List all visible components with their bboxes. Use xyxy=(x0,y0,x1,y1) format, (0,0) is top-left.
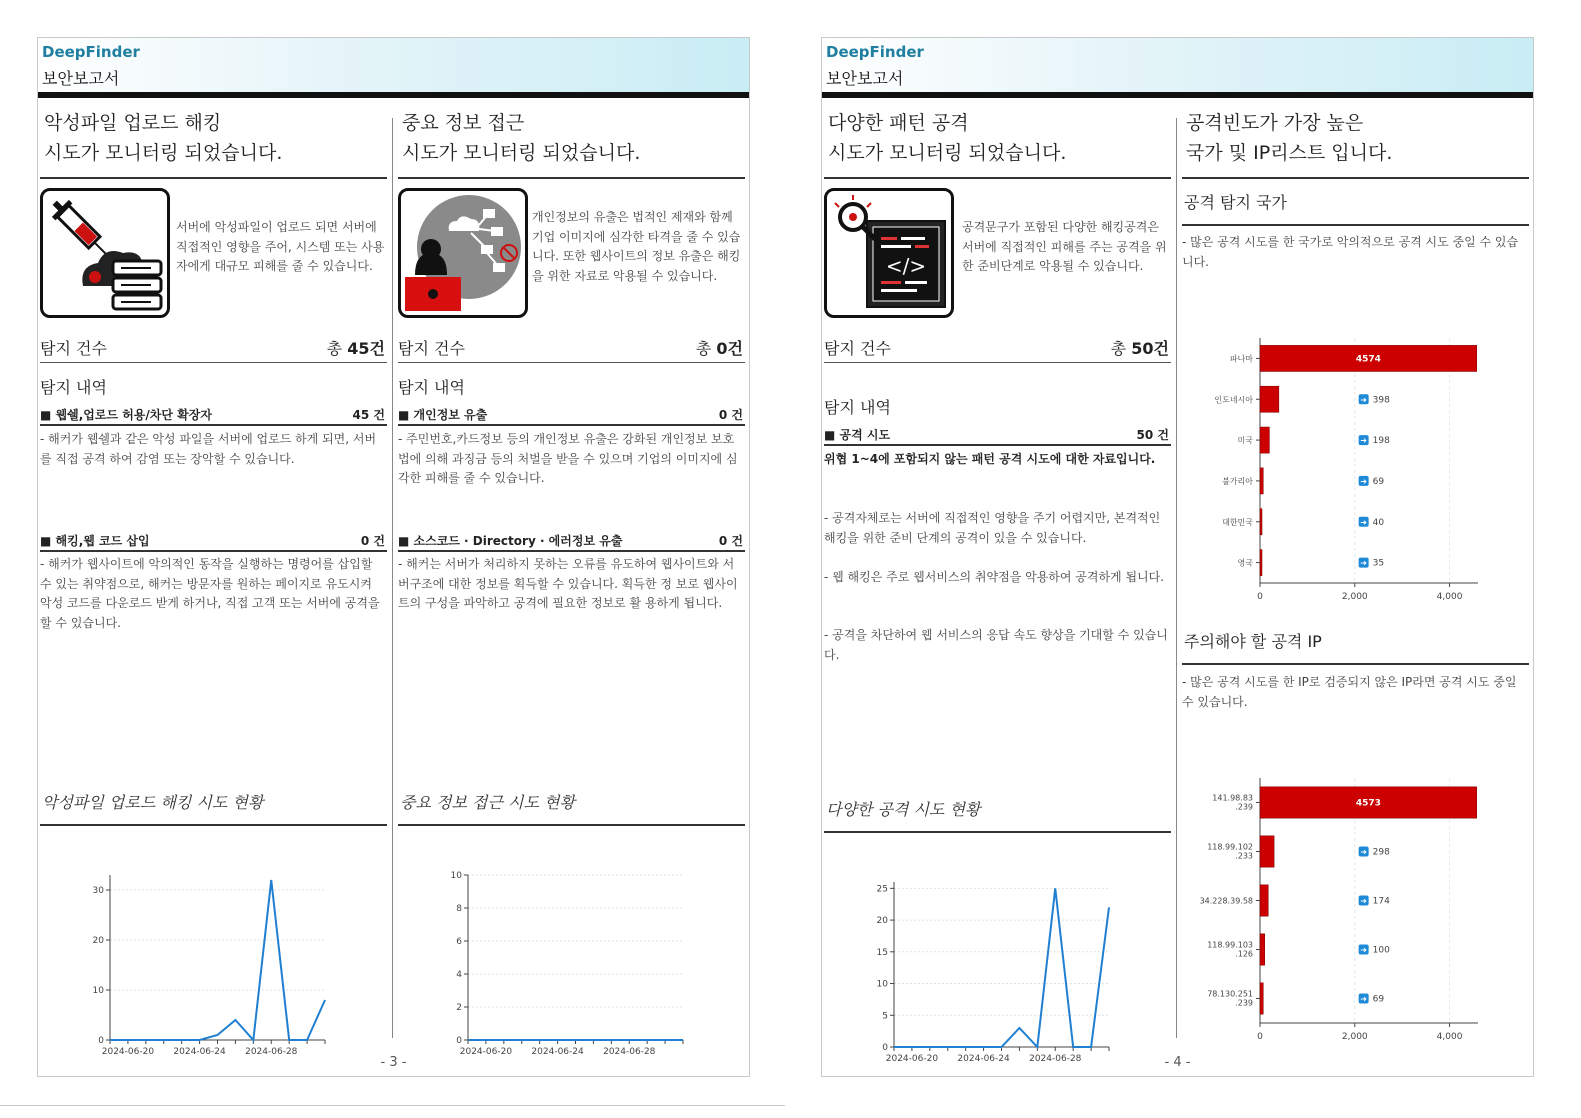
title-divider xyxy=(1182,177,1529,179)
y-tick-label: 8 xyxy=(456,904,462,914)
ip-bar-chart xyxy=(1182,768,1529,1068)
section-title-line2: 국가 및 IP리스트 입니다. xyxy=(1186,142,1393,164)
y-tick-label: 4 xyxy=(456,970,462,980)
x-tick-label: 2,000 xyxy=(1341,592,1368,602)
detect-count-number: 45건 xyxy=(347,339,385,358)
data-label: 4574 xyxy=(1355,354,1381,365)
item-divider xyxy=(40,550,387,552)
item-body: - 주민번호,카드정보 등의 개인정보 유출은 강화된 개인정보 보호법에 의해 과징금 등의 처벌을 받을 수 있으며 기업의 이미지에 심각한 피해를 줄 수 있습니다. xyxy=(398,432,738,485)
brand-name: DeepFinder xyxy=(826,43,924,61)
category-label xyxy=(1207,941,1253,959)
pattern-line-chart xyxy=(824,867,1171,1067)
item-count: 50 건 xyxy=(1136,428,1169,442)
data-label: 69 xyxy=(1372,476,1385,487)
chart-title: 다양한 공격 시도 현황 xyxy=(826,800,981,819)
y-tick-label: 6 xyxy=(456,937,462,947)
item-header xyxy=(40,406,387,423)
category-label xyxy=(1214,394,1253,404)
arrow-glyph: ➜ xyxy=(1360,517,1367,527)
paragraph: - 공격자체로는 서버에 직접적인 영향을 주기 어렵지만, 본격적인 해킹을 위한 준비 단계의 공격이 있을 수 있습니다. xyxy=(824,511,1161,545)
data-label: 35 xyxy=(1372,558,1385,569)
row-divider xyxy=(398,362,745,363)
x-tick-label: 2024-06-24 xyxy=(173,1047,226,1057)
column-separator xyxy=(392,118,393,1038)
chart-title: 중요 정보 접근 시도 현황 xyxy=(400,793,575,812)
history-label: 탐지 내역 xyxy=(40,378,107,397)
y-tick-label: 30 xyxy=(92,886,104,896)
x-tick-label: 2024-06-28 xyxy=(245,1047,298,1057)
section-title xyxy=(402,108,640,168)
category-label xyxy=(1207,990,1253,1008)
category-label xyxy=(1200,897,1253,906)
detect-count-label: 탐지 건수 xyxy=(824,339,891,358)
section-title xyxy=(1186,108,1392,168)
detect-count-value xyxy=(696,336,743,359)
item-count: 0 건 xyxy=(360,534,385,548)
title-divider xyxy=(824,177,1171,179)
ip-description: - 많은 공격 시도를 한 IP로 검증되지 않은 IP라면 공격 시도 중일 수 있습니다. xyxy=(1182,675,1517,709)
header-divider xyxy=(822,92,1533,98)
y-tick-label: 2 xyxy=(456,1003,462,1013)
upload-line-chart xyxy=(40,860,387,1060)
item-name: ■ 개인정보 유출 xyxy=(398,408,488,422)
detect-count-label: 탐지 건수 xyxy=(40,339,107,358)
category-label-line: 영국 xyxy=(1237,558,1253,568)
category-label xyxy=(1207,843,1253,861)
ip-title: 주의해야 할 공격 IP xyxy=(1184,632,1322,651)
arrow-glyph: ➜ xyxy=(1360,395,1367,405)
bar xyxy=(1260,427,1269,453)
category-label xyxy=(1222,517,1253,527)
history-label: 탐지 내역 xyxy=(824,398,891,417)
x-tick-label: 4,000 xyxy=(1436,1032,1463,1042)
history-label: 탐지 내역 xyxy=(398,378,465,397)
category-label-line: 34.228.39.58 xyxy=(1199,896,1253,906)
x-tick-label: 0 xyxy=(1257,592,1263,602)
section-divider xyxy=(1182,224,1529,226)
detect-count-prefix: 총 xyxy=(695,339,712,358)
x-tick-label: 2024-06-24 xyxy=(957,1054,1010,1064)
category-label-line: 대한민국 xyxy=(1222,517,1253,527)
item-count: 0 건 xyxy=(718,408,743,422)
category-label-line: 118.99.103 xyxy=(1207,940,1253,950)
code-symbol: </> xyxy=(885,254,927,278)
detect-count-number: 0건 xyxy=(716,339,743,358)
section-description: 공격문구가 포함된 다양한 해킹공격은 서버에 직접적인 피해를 주는 공격을 위한 준비단계로 악용될 수 있습니다. xyxy=(962,220,1167,273)
item-header xyxy=(40,532,387,549)
bold-note: 위협 1~4에 포함되지 않는 패턴 공격 시도에 대한 자료입니다. xyxy=(824,452,1156,466)
data-label: 398 xyxy=(1372,395,1390,406)
item-body: - 해커는 서버가 처리하지 못하는 오류를 유도하여 웹사이트와 서버구조에 대한 정보를 획득할 수 있습니다. 획득한 정 보로 웹사이트의 구성을 파악하고 공격에 필요한 정보로 활 용하게 됩니다. xyxy=(398,557,738,610)
data-label: 69 xyxy=(1372,994,1385,1005)
data-label: 198 xyxy=(1372,436,1390,447)
arrow-glyph: ➜ xyxy=(1360,994,1367,1004)
report-page-3 xyxy=(37,37,750,1077)
x-tick-label: 2024-06-20 xyxy=(459,1047,513,1057)
item-name: ■ 웹쉘,업로드 허용/차단 확장자 xyxy=(40,408,212,422)
title-divider xyxy=(40,177,387,179)
category-label-line: 미국 xyxy=(1237,436,1253,446)
bar xyxy=(1260,836,1274,867)
section-title-line2: 시도가 모니터링 되었습니다. xyxy=(402,142,641,164)
page-number: - 3 - xyxy=(380,1055,407,1070)
bar xyxy=(1260,509,1262,535)
y-tick-label: 20 xyxy=(876,916,888,927)
page-number: - 4 - xyxy=(1164,1055,1191,1070)
item-header xyxy=(398,532,745,549)
item-divider xyxy=(398,550,745,552)
category-label xyxy=(1238,558,1254,568)
info-access-line-chart xyxy=(398,860,745,1060)
chart-divider xyxy=(824,831,1171,833)
data-label: 298 xyxy=(1372,847,1390,858)
item-header xyxy=(824,426,1171,443)
bar xyxy=(1260,983,1263,1014)
section-title xyxy=(44,108,282,168)
brand-name: DeepFinder xyxy=(42,43,140,61)
page-bottom-rule xyxy=(0,1105,785,1106)
arrow-glyph: ➜ xyxy=(1360,896,1367,906)
category-label xyxy=(1230,353,1253,363)
y-tick-label: 25 xyxy=(876,884,888,895)
category-label xyxy=(1212,794,1253,812)
category-label-line: 불가리아 xyxy=(1222,476,1253,486)
header-divider xyxy=(38,92,749,98)
country-description: - 많은 공격 시도를 한 국가로 악의적으로 공격 시도 중일 수 있습니다. xyxy=(1182,235,1519,269)
detect-count-prefix: 총 xyxy=(326,339,343,358)
arrow-glyph: ➜ xyxy=(1360,847,1367,857)
category-label-line: 파나마 xyxy=(1229,354,1253,364)
detect-count-number: 50건 xyxy=(1131,339,1169,358)
title-divider xyxy=(398,177,745,179)
item-count: 45 건 xyxy=(352,408,385,422)
data-label: 100 xyxy=(1372,945,1390,956)
section-title-line1: 중요 정보 접근 xyxy=(402,112,525,134)
arrow-glyph: ➜ xyxy=(1360,558,1367,568)
x-tick-label: 0 xyxy=(1257,1032,1263,1042)
y-tick-label: 10 xyxy=(92,986,104,996)
x-tick-label: 2024-06-20 xyxy=(885,1054,939,1064)
report-subtitle: 보안보고서 xyxy=(42,69,120,88)
arrow-glyph: ➜ xyxy=(1360,476,1367,486)
category-label-line: .233 xyxy=(1235,851,1253,861)
chart-divider xyxy=(40,824,387,826)
report-page-4 xyxy=(821,37,1534,1077)
row-divider xyxy=(824,362,1171,363)
item-body: - 해커가 웹쉘과 같은 악성 파일을 서버에 업로드 하게 되면, 서버를 직접 공격 하여 감염 또는 장악할 수 있습니다. xyxy=(40,432,377,466)
y-tick-label: 0 xyxy=(882,1043,888,1053)
category-label-line: .126 xyxy=(1235,949,1253,959)
category-label xyxy=(1238,435,1254,445)
item-divider xyxy=(824,444,1171,446)
section-divider xyxy=(1182,663,1529,665)
item-divider xyxy=(40,424,387,426)
chart-title: 악성파일 업로드 해킹 시도 현황 xyxy=(42,793,264,812)
column-separator xyxy=(1176,118,1177,1038)
section-description: 서버에 악성파일이 업로드 되면 서버에 직접적인 영향을 주어, 시스템 또는 사용자에게 대규모 피해를 줄 수 있습니다. xyxy=(176,220,385,273)
section-title-line1: 악성파일 업로드 해킹 xyxy=(44,112,222,134)
item-count: 0 건 xyxy=(718,534,743,548)
detect-count-value xyxy=(1111,336,1169,359)
y-tick-label: 10 xyxy=(450,871,462,881)
series-line xyxy=(110,880,325,1040)
hacker-laptop-network-icon xyxy=(398,188,528,318)
data-label: 174 xyxy=(1372,896,1390,907)
bar xyxy=(1260,934,1265,965)
arrow-glyph: ➜ xyxy=(1360,945,1367,955)
item-header xyxy=(398,406,745,423)
section-title-line2: 시도가 모니터링 되었습니다. xyxy=(44,142,283,164)
item-divider xyxy=(398,424,745,426)
paragraph: - 웹 해킹은 주로 웹서비스의 취약점을 악용하여 공격하게 됩니다. xyxy=(824,570,1165,584)
category-label-line: 인도네시아 xyxy=(1214,395,1253,405)
y-tick-label: 5 xyxy=(882,1011,888,1022)
paragraph: - 공격을 차단하여 웹 서비스의 응답 속도 향상을 기대할 수 있습니다. xyxy=(824,628,1168,662)
page-header xyxy=(822,38,1533,96)
category-label-line: .239 xyxy=(1235,998,1253,1008)
y-tick-label: 0 xyxy=(98,1036,104,1046)
y-tick-label: 10 xyxy=(876,979,888,990)
category-label-line: 118.99.102 xyxy=(1207,842,1253,852)
detect-count-value xyxy=(327,336,385,359)
category-label-line: 78.130.251 xyxy=(1207,989,1253,999)
category-label-line: .239 xyxy=(1235,802,1253,812)
bar xyxy=(1260,550,1262,576)
category-label-line: 141.98.83 xyxy=(1212,793,1253,803)
detect-count-prefix: 총 xyxy=(1110,339,1127,358)
bar xyxy=(1260,885,1268,916)
section-title-line2: 시도가 모니터링 되었습니다. xyxy=(828,142,1067,164)
section-title xyxy=(828,108,1066,168)
data-label: 40 xyxy=(1372,517,1385,528)
section-description: 개인정보의 유출은 법적인 제재와 함께 기업 이미지에 심각한 타격을 줄 수 있습니다. 또한 웹사이트의 정보 유출은 해킹을 위한 자료로 악용될 수 있습니다. xyxy=(532,210,741,283)
series-line xyxy=(894,888,1109,1047)
country-bar-chart xyxy=(1182,328,1529,628)
page-header xyxy=(38,38,749,96)
report-subtitle: 보안보고서 xyxy=(826,69,904,88)
x-tick-label: 2024-06-28 xyxy=(1029,1054,1082,1064)
item-name: ■ 해킹,웹 코드 삽입 xyxy=(40,534,150,548)
x-tick-label: 2024-06-24 xyxy=(531,1047,584,1057)
row-divider xyxy=(40,362,387,363)
item-body: - 해커가 웹사이트에 악의적인 동작을 실행하는 명령어를 삽입할 수 있는 취약점으로, 해커는 방문자를 원하는 페이지로 유도시켜 악성 코드를 다운로드 받게 하거나, 직접 고객 또는 서버에 공격을 할 수 있습니다. xyxy=(40,557,380,630)
x-tick-label: 2024-06-28 xyxy=(603,1047,656,1057)
detect-count-label: 탐지 건수 xyxy=(398,339,465,358)
y-tick-label: 20 xyxy=(92,936,104,946)
bar xyxy=(1260,386,1279,412)
y-tick-label: 0 xyxy=(456,1036,462,1046)
code-document-magnifier-icon xyxy=(824,188,954,318)
data-label: 4573 xyxy=(1355,798,1381,809)
country-title: 공격 탐지 국가 xyxy=(1184,193,1287,212)
syringe-cloud-server-icon xyxy=(40,188,170,318)
y-tick-label: 15 xyxy=(876,947,888,958)
section-title-line1: 공격빈도가 가장 높은 xyxy=(1186,112,1364,134)
x-tick-label: 2,000 xyxy=(1341,1032,1368,1042)
x-tick-label: 4,000 xyxy=(1436,592,1463,602)
x-tick-label: 2024-06-20 xyxy=(101,1047,155,1057)
item-name: ■ 소스코드 · Directory · 에러정보 유출 xyxy=(398,534,623,548)
section-title-line1: 다양한 패턴 공격 xyxy=(828,112,969,134)
chart-divider xyxy=(398,824,745,826)
category-label xyxy=(1222,476,1253,486)
arrow-glyph: ➜ xyxy=(1360,436,1367,446)
bar xyxy=(1260,468,1263,494)
item-name: ■ 공격 시도 xyxy=(824,428,891,442)
